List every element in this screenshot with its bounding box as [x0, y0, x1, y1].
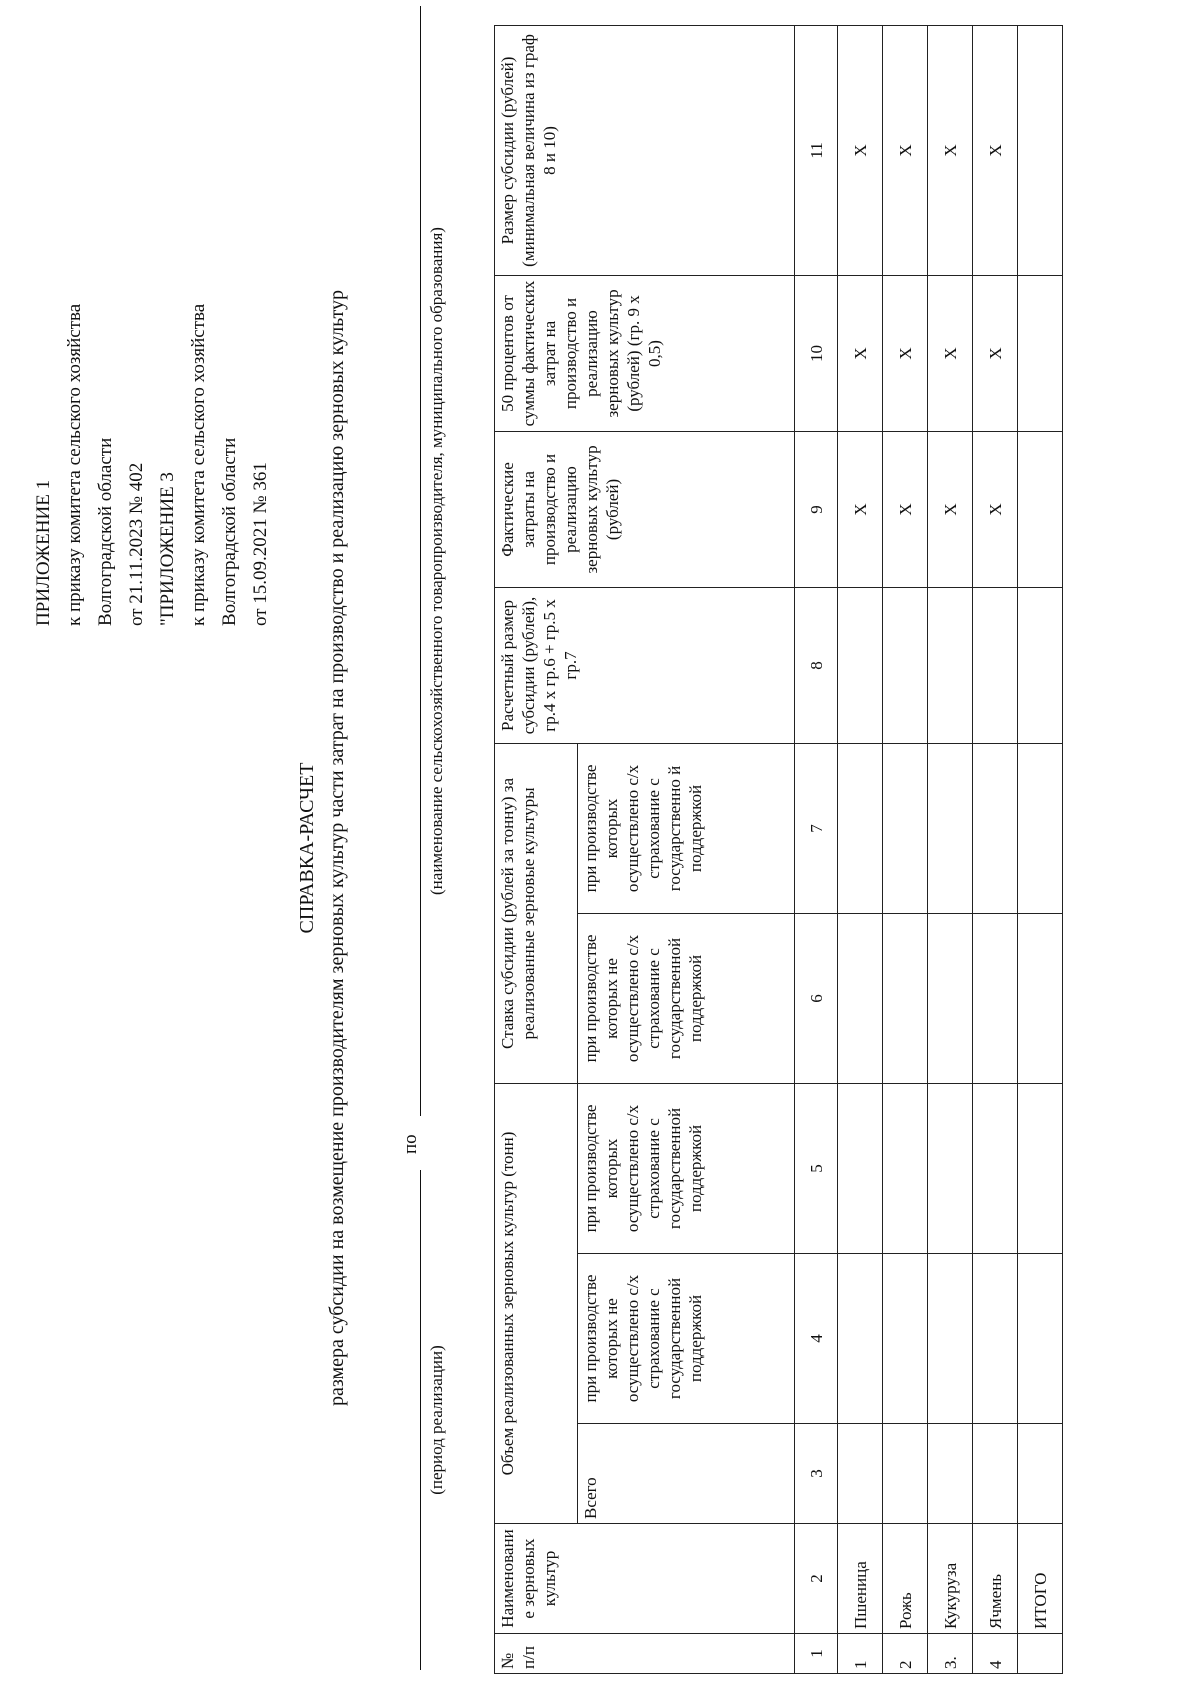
table-row: [838, 25, 883, 1673]
total-row: [1018, 25, 1063, 1673]
header-cell: № п/п: [495, 1634, 795, 1674]
table-cell: [883, 587, 928, 743]
table-cell: X: [973, 25, 1018, 275]
appendix-line: к приказу комитета сельского хозяйства: [64, 303, 85, 626]
table-cell: [973, 743, 1018, 913]
column-number: 10: [795, 275, 838, 431]
table-cell: [1018, 1254, 1063, 1424]
table-cell: [1018, 431, 1063, 587]
crop-name: Кукуруза: [928, 1524, 973, 1634]
subsidy-table: [494, 25, 1063, 1674]
column-number: 7: [795, 743, 838, 913]
producer-caption: (наименование сельскохозяйственного товаропроизводителя, муниципального образования): [427, 227, 446, 895]
appendix-line: к приказу комитета сельского хозяйства: [188, 303, 209, 626]
period-caption: (период реализации): [427, 1345, 446, 1495]
table-cell: [1018, 743, 1063, 913]
producer-underline: [420, 6, 421, 1116]
table-cell: [1018, 587, 1063, 743]
table-cell: X: [928, 25, 973, 275]
appendix-line: от 21.11.2023 № 402: [126, 462, 147, 626]
table-cell: [1018, 1424, 1063, 1524]
total-label: ИТОГО: [1018, 1524, 1063, 1634]
row-number: 1: [838, 1634, 883, 1674]
header-cell: Ставка субсидии (рублей за тонну) за реализованные зерновые культуры: [495, 743, 578, 1083]
period-underline: [420, 1170, 421, 1670]
table-cell: [838, 587, 883, 743]
column-number: 9: [795, 431, 838, 587]
header-cell: 50 процентов от суммы фактических затрат на производство и реализацию зерновых культур (рублей) (гр. 9 х 0,5): [495, 275, 795, 431]
table-cell: [928, 1424, 973, 1524]
table-row: [973, 25, 1018, 1673]
column-number: 6: [795, 913, 838, 1083]
header-row: [495, 25, 578, 1673]
column-number: 2: [795, 1524, 838, 1634]
table-cell: [883, 1424, 928, 1524]
header-cell: Объем реализованных зерновых культур (тонн): [495, 1083, 578, 1523]
table-cell: [838, 1083, 883, 1253]
appendix-block: [28, 304, 276, 626]
header-cell: при производстве которых осуществлено с/х страхование с государственной поддержкой: [578, 1083, 795, 1253]
table-cell: [838, 743, 883, 913]
header-cell: при производстве которых не осуществлено с/х страхование с государственной поддержкой: [578, 1254, 795, 1424]
table-cell: X: [973, 431, 1018, 587]
table-cell: [1018, 913, 1063, 1083]
column-number: 5: [795, 1083, 838, 1253]
po-word: по: [400, 1134, 421, 1154]
table-cell: X: [973, 275, 1018, 431]
table-cell: [973, 1083, 1018, 1253]
table-cell: [838, 1424, 883, 1524]
header-cell: при производстве которых осуществлено с/х страхование с государственно й поддержкой: [578, 743, 795, 913]
table-cell: X: [928, 275, 973, 431]
table-cell: X: [838, 275, 883, 431]
column-number: 3: [795, 1424, 838, 1524]
crop-name: Ячмень: [973, 1524, 1018, 1634]
table-cell: [1018, 25, 1063, 275]
column-number: 4: [795, 1254, 838, 1424]
table-cell: [838, 913, 883, 1083]
header-cell: Размер субсидии (рублей) (минимальная величина из граф 8 и 10): [495, 25, 795, 275]
appendix-line: Волгоградской области: [95, 437, 116, 626]
column-number: 1: [795, 1634, 838, 1674]
table-cell: [928, 743, 973, 913]
table-cell: X: [883, 431, 928, 587]
table-row: [928, 25, 973, 1673]
crop-name: Рожь: [883, 1524, 928, 1634]
table-cell: [928, 1254, 973, 1424]
appendix-line: от 15.09.2021 № 361: [250, 462, 271, 626]
header-cell: Фактические затраты на производство и реализацию зерновых культур (рублей): [495, 431, 795, 587]
column-number: 11: [795, 25, 838, 275]
column-number-row: [795, 25, 838, 1673]
table-cell: [928, 1083, 973, 1253]
header-cell: при производстве которых не осуществлено с/х страхование с государственной поддержкой: [578, 913, 795, 1083]
document-title: СПРАВКА-РАСЧЕТ: [296, 762, 318, 934]
row-number: 3.: [928, 1634, 973, 1674]
row-number: 2: [883, 1634, 928, 1674]
row-number: 4: [973, 1634, 1018, 1674]
table-cell: X: [838, 431, 883, 587]
appendix-line: Волгоградской области: [219, 437, 240, 626]
table-cell: [1018, 275, 1063, 431]
appendix-line: "ПРИЛОЖЕНИЕ 3: [157, 472, 178, 626]
table-cell: X: [928, 431, 973, 587]
title-block: [292, 0, 352, 1696]
table-cell: X: [838, 25, 883, 275]
table-cell: [1018, 1083, 1063, 1253]
table-cell: [928, 587, 973, 743]
table-cell: [883, 743, 928, 913]
row-number: [1018, 1634, 1063, 1674]
table-cell: [973, 913, 1018, 1083]
table-cell: [973, 1254, 1018, 1424]
column-number: 8: [795, 587, 838, 743]
table-cell: [928, 913, 973, 1083]
table-cell: [838, 1254, 883, 1424]
header-cell: Расчетный размер субсидии (рублей), гр.4 х гр.6 + гр.5 х гр.7: [495, 587, 795, 743]
table-cell: [973, 587, 1018, 743]
header-cell: Всего: [578, 1424, 795, 1524]
table-cell: [883, 913, 928, 1083]
table-cell: [883, 1254, 928, 1424]
header-cell: Наименование зерновых культур: [495, 1524, 795, 1634]
table-row: [883, 25, 928, 1673]
table-cell: X: [883, 25, 928, 275]
table-cell: [883, 1083, 928, 1253]
table-cell: [973, 1424, 1018, 1524]
table-cell: X: [883, 275, 928, 431]
appendix-line: ПРИЛОЖЕНИЕ 1: [33, 479, 54, 626]
document-subtitle: размера субсидии на возмещение производителям зерновых культур части затрат на производство и реализацию зерновых культур: [326, 289, 348, 1407]
crop-name: Пшеница: [838, 1524, 883, 1634]
